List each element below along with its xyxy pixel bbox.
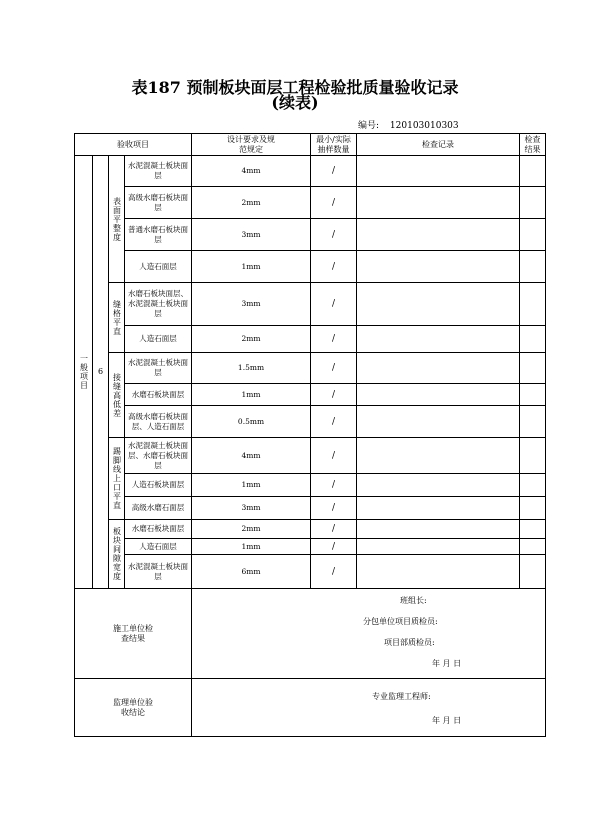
check-record-cell[interactable] [357,539,520,555]
table-row [75,187,546,219]
sample-count: / [311,353,357,384]
construction-date: 年 月 日 [432,659,462,668]
group-label: 缝格平直 [109,283,125,353]
construction-row [75,589,546,679]
construction-label: 施工单位检查结果 [75,589,192,679]
check-record-cell[interactable] [357,219,520,251]
check-item: 水磨石板块面层、水泥混凝土板块面层 [125,283,192,326]
sample-count: / [311,384,357,406]
check-record-cell[interactable] [357,520,520,539]
design-requirement: 2mm [192,326,311,353]
design-requirement: 0.5mm [192,406,311,438]
check-result-cell[interactable] [520,326,546,353]
check-item: 普通水磨石板块面层 [125,219,192,251]
check-item: 水泥混凝土板块面层 [125,555,192,589]
design-requirement: 3mm [192,219,311,251]
sub-inspector-label: 分包单位项目质检员: [363,617,438,626]
sample-count: / [311,187,357,219]
check-record-cell[interactable] [357,474,520,497]
table-row [75,384,546,406]
check-record-cell[interactable] [357,156,520,187]
check-record-cell[interactable] [357,406,520,438]
design-requirement: 1mm [192,474,311,497]
table-row [75,283,546,326]
check-record-cell[interactable] [357,283,520,326]
check-item: 人造石板块面层 [125,474,192,497]
design-requirement: 4mm [192,438,311,474]
sample-count: / [311,539,357,555]
check-item: 人造石面层 [125,251,192,283]
sample-count: / [311,326,357,353]
table-row [75,219,546,251]
check-record-cell[interactable] [357,497,520,520]
table-row [75,539,546,555]
design-requirement: 1mm [192,251,311,283]
check-result-cell[interactable] [520,438,546,474]
check-result-cell[interactable] [520,539,546,555]
sample-count: / [311,438,357,474]
sample-count: / [311,406,357,438]
sample-count: / [311,219,357,251]
design-requirement: 1mm [192,539,311,555]
item-number: 6 [93,156,109,589]
design-requirement: 6mm [192,555,311,589]
check-result-cell[interactable] [520,520,546,539]
supervision-label: 监理单位验收结论 [75,679,192,737]
sample-count: / [311,251,357,283]
check-record-cell[interactable] [357,353,520,384]
design-requirement: 1.5mm [192,353,311,384]
check-result-cell[interactable] [520,555,546,589]
check-item: 水磨石板块面层 [125,520,192,539]
group-label: 表面平整度 [109,156,125,283]
check-item: 水泥混凝土板块面层 [125,353,192,384]
check-item: 水泥混凝土板块面层、水磨石板块面层 [125,438,192,474]
check-record-cell[interactable] [357,251,520,283]
check-result-cell[interactable] [520,497,546,520]
supervision-date: 年 月 日 [432,716,462,725]
check-result-cell[interactable] [520,406,546,438]
check-result-cell[interactable] [520,187,546,219]
header-result: 检查结果 [520,134,546,156]
group-label: 踢脚线上口平直 [109,438,125,520]
design-requirement: 1mm [192,384,311,406]
check-item: 人造石面层 [125,326,192,353]
check-record-cell[interactable] [357,326,520,353]
supervision-signature-area[interactable] [192,679,546,737]
table-row [75,497,546,520]
check-result-cell[interactable] [520,384,546,406]
group-label: 板块间隙宽度 [109,520,125,589]
table-row [75,406,546,438]
check-record-cell[interactable] [357,438,520,474]
header-design-req: 设计要求及规范规定 [192,134,311,156]
inspection-table [74,133,546,737]
check-item: 高级水磨石板块面层 [125,187,192,219]
check-record-cell[interactable] [357,187,520,219]
header-row [75,134,546,156]
dept-inspector-label: 项目部质检员: [384,638,435,647]
check-item: 水泥混凝土板块面层 [125,156,192,187]
table-row [75,520,546,539]
table-row [75,438,546,474]
design-requirement: 3mm [192,283,311,326]
check-item: 水磨石板块面层 [125,384,192,406]
doc-number [358,118,459,131]
header-record: 检查记录 [357,134,520,156]
table-row [75,555,546,589]
sample-count: / [311,156,357,187]
table-row [75,326,546,353]
sample-count: / [311,474,357,497]
check-item: 高级水磨石板块面层、人造石面层 [125,406,192,438]
check-result-cell[interactable] [520,353,546,384]
header-item: 验收项目 [75,134,192,156]
design-requirement: 2mm [192,520,311,539]
check-result-cell[interactable] [520,474,546,497]
sample-count: / [311,520,357,539]
check-result-cell[interactable] [520,156,546,187]
supervising-engineer-label: 专业监理工程师: [372,692,431,701]
design-requirement: 3mm [192,497,311,520]
page-title: 表187 预制板块面层工程检验批质量验收记录 [131,78,459,97]
table-body [75,134,546,737]
check-record-cell[interactable] [357,384,520,406]
sample-count: / [311,555,357,589]
supervision-row [75,679,546,737]
table-row [75,474,546,497]
check-item: 高级水磨石面层 [125,497,192,520]
check-result-cell[interactable] [520,283,546,326]
doc-number-label: 编号: [358,121,380,131]
construction-signature-area[interactable] [192,589,546,679]
general-items-label: 一般项目 [75,156,93,589]
doc-number-value: 120103010303 [389,121,459,131]
page-subtitle: (续表) [271,93,319,112]
group-label: 接缝高低差 [109,353,125,438]
check-result-cell[interactable] [520,219,546,251]
sample-count: / [311,283,357,326]
check-record-cell[interactable] [357,555,520,589]
check-item: 人造石面层 [125,539,192,555]
header-sample: 最小/实际抽样数量 [311,134,357,156]
table-row [75,251,546,283]
check-result-cell[interactable] [520,251,546,283]
table-row [75,353,546,384]
design-requirement: 4mm [192,156,311,187]
sample-count: / [311,497,357,520]
design-requirement: 2mm [192,187,311,219]
table-row [75,156,546,187]
team-leader-label: 班组长: [400,596,427,605]
